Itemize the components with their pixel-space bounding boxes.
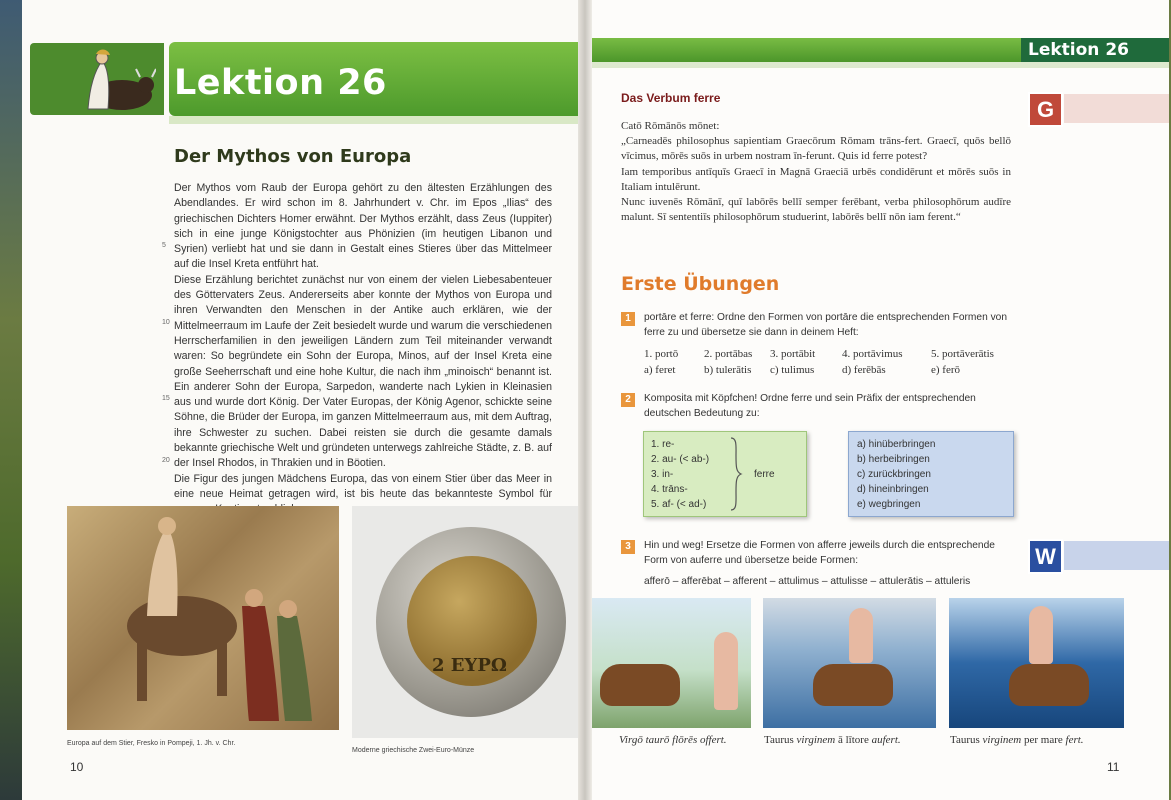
illustration-flowers: [586, 598, 751, 728]
line-number: 20: [162, 457, 170, 464]
exercise-1-text: portāre et ferre: Ordne den Formen von portāre die entsprechenden Formen von ferre zu und übersetze sie dann in deinem Heft:: [644, 312, 1007, 338]
picture-caption: [950, 734, 1084, 746]
prefix-item: 2. au- (< ab-): [651, 454, 710, 465]
option: c) tulimus: [770, 364, 815, 376]
meaning-item: e) wegbringen: [857, 499, 921, 510]
exercises-title: Erste Übungen: [621, 273, 780, 295]
header-underline: [586, 62, 1169, 68]
caption-italic: virginem: [796, 734, 836, 746]
bull-figure: [1009, 664, 1089, 706]
book-spine: [578, 0, 592, 800]
header-bar: [586, 38, 1021, 62]
header-thumbnail-europa: [30, 43, 164, 115]
page-number: 11: [1107, 760, 1120, 774]
header-underline: [169, 116, 584, 124]
bull-figure: [600, 664, 680, 706]
exercise-3-text: Hin und weg! Ersetze die Formen von afferre jeweils durch die entsprechende Form von auferre und übersetze beide Formen:: [644, 540, 995, 566]
picture-caption: [619, 734, 727, 746]
option: 5. portāverātis: [931, 348, 994, 360]
latin-line: Nunc iuvenēs Rōmānī, quī labōrēs bellī semper ferēbant, verba philosophōrum audīre malunt. Sī sententiīs philosophōrum studuerint, labōrēs bellī nōn iam ferent.“: [621, 196, 1011, 224]
caption-italic: aufert.: [871, 734, 901, 746]
latin-text: [621, 119, 1011, 225]
caption-italic: Virgō taurō flōrēs offert.: [619, 734, 727, 746]
exercise-2-text: Komposita mit Köpfchen! Ordne ferre und sein Präfix der entsprechenden deutschen Bedeutung zu:: [644, 393, 976, 419]
prefix-item: 4. trāns-: [651, 484, 688, 495]
option: b) tulerātis: [704, 364, 752, 376]
caption-italic: fert.: [1065, 734, 1084, 746]
exercise-number: 3: [621, 540, 635, 554]
picture-caption: [764, 734, 901, 746]
caption-part: Taurus: [950, 734, 983, 746]
fresco-scene-icon: [67, 506, 339, 730]
latin-line: „Carneadēs philosophus sapientiam Graecōrum Rōmam trāns-fert. Graecī, quōs bellō vīcimus, mōrēs suōs in urbem nostram īn-ferunt. Quis id ferre potest?: [621, 135, 1011, 163]
section-title: Der Mythos von Europa: [174, 146, 412, 167]
meaning-item: d) hineinbringen: [857, 484, 929, 495]
option: 2. portābas: [704, 348, 753, 360]
paragraph: Der Mythos vom Raub der Europa gehört zu den ältesten Erzählungen des Abendlandes. Er wird schon im 8. Jahrhundert v. Chr. im Epos „Ilias“ des griechischen Dichters Homer erwähnt. Der Mythos erzählt, dass Zeus (Iuppiter) sich in eine junge Königstochter aus Phönizien (im heutigen Libanon und Syrien) verliebt hat und sie dann in Gestalt eines Stieres über das Mittelmeer auf die Insel Kreta entführt hat.: [174, 182, 552, 271]
meaning-box: [848, 431, 1014, 517]
caption-part: ā lītore: [835, 734, 872, 746]
lesson-title: Lektion 26: [174, 63, 387, 103]
illustration-shore: [763, 598, 936, 728]
coin-caption: Moderne griechische Zwei-Euro-Münze: [352, 747, 475, 754]
caption-part: Taurus: [764, 734, 797, 746]
coin-label: 2 ΕΥΡΩ: [432, 655, 507, 676]
exercise-number: 2: [621, 393, 635, 407]
maiden-figure: [714, 632, 738, 710]
left-page: [22, 0, 584, 800]
option: e) ferō: [931, 364, 961, 376]
meaning-item: a) hinüberbringen: [857, 439, 936, 450]
prefix-item: 3. in-: [651, 469, 674, 480]
option: 3. portābit: [770, 348, 816, 360]
line-number: 5: [162, 242, 166, 249]
vocabulary-band: [1064, 541, 1169, 570]
fresco-caption: Europa auf dem Stier, Fresko in Pompeji, 1. Jh. v. Chr.: [67, 740, 236, 747]
exercise-3-forms: afferō – afferēbat – afferent – attulimus – attulisse – attulerātis – attuleris: [644, 576, 971, 587]
grammar-band: [1064, 94, 1169, 123]
line-number: 10: [162, 319, 170, 326]
prefix-box: [643, 431, 807, 517]
bull-figure: [813, 664, 893, 706]
article-body: [174, 181, 552, 518]
exercise-number: 1: [621, 312, 635, 326]
maiden-figure: [1029, 606, 1053, 664]
prefix-item: 1. re-: [651, 439, 675, 450]
vocabulary-marker: W: [1028, 539, 1063, 574]
lesson-title: Lektion 26: [1028, 40, 1129, 60]
maiden-figure: [849, 608, 873, 663]
latin-line: Catō Rōmānōs mōnet:: [621, 120, 720, 132]
latin-line: Iam temporibus antīquīs Graecī in Magnā Graeciā urbēs condidērunt et mōrēs suōs in Italiam intulērunt.: [621, 165, 1011, 193]
option: 4. portāvimus: [842, 348, 903, 360]
line-number: 15: [162, 395, 170, 402]
caption-italic: virginem: [982, 734, 1022, 746]
verbum-title: Das Verbum ferre: [621, 91, 721, 105]
option: d) ferēbās: [842, 364, 886, 376]
illustration-sea: [949, 598, 1124, 728]
grammar-marker: G: [1028, 92, 1063, 127]
right-page: [586, 0, 1169, 800]
page-number: 10: [70, 760, 84, 774]
prefix-item: 5. af- (< ad-): [651, 499, 707, 510]
background-edge-left: [0, 0, 22, 800]
caption-part: per mare: [1021, 734, 1066, 746]
curly-brace-icon: [729, 436, 743, 512]
meaning-item: b) herbeibringen: [857, 454, 930, 465]
fresco-image: [67, 506, 339, 730]
option: 1. portō: [644, 348, 679, 360]
europa-bull-illustration-icon: [60, 49, 156, 113]
ferre-label: ferre: [754, 469, 775, 480]
meaning-item: c) zurückbringen: [857, 469, 931, 480]
option: a) feret: [644, 364, 676, 376]
paragraph: Diese Erzählung berichtet zunächst nur von einem der vielen Liebesabenteuer des Göttervaters Zeus. Andererseits aber konnte der Mythos von Europa und ihren Verwandten den Menschen in der Antike auch erklären, wie der Mittelmeerraum im Laufe der Zeit besiedelt wurde und warum die verschiedenen Herrscherfamilien in den jeweiligen Ländern zum Teil miteinander verwandt waren: So begründete ein Sohn der Europa, Minos, auf der Insel Kreta eine große Seeherrschaft und eine hohe Kultur, die nach ihm „minoisch“ benannt ist. Ein anderer Sohn der Europa, Sarpedon, wanderte nach Lykien in Kleinasien aus und wurde dort König. Der Vater Europas, der König Agenor, schickte seine Söhne, die Brüder der Europa, im ganzen Mittelmeerraum aus, mit dem Auftrag, ihre Schwester zu suchen. Dabei reisten sie durch die gesamte damals bekannte griechische Welt und gründeten unterwegs zahlreiche Städte, z. B. auf der Insel Rhodos, in Thrakien und in Böotien.: [174, 273, 552, 470]
paragraph: Die Figur des jungen Mädchens Europa, das von einem Stier über das Meer in eine neue Heimat getragen wird, ist bis heute das bekannteste Symbol für: [174, 472, 552, 500]
